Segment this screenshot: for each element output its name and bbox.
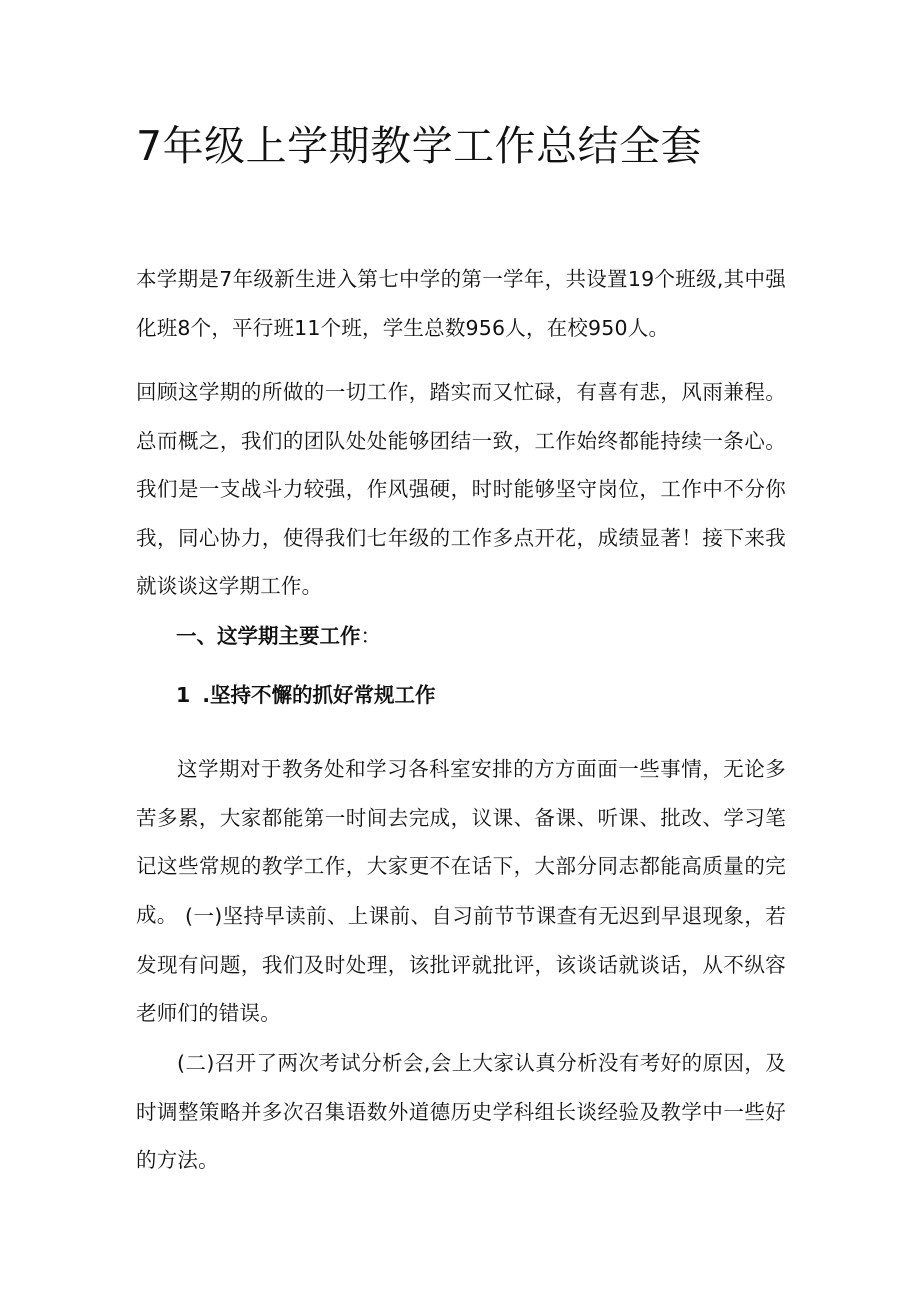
section-heading-colon: ：: [360, 624, 381, 648]
paragraph-review: 回顾这学期的所做的一切工作，踏实而又忙碌，有喜有悲，风雨兼程。总而概之，我们的团队处处能够团结一致，工作始终都能持续一条心。我们是一支战斗力较强，作风强硬，时时能够坚守岗位，工作中不分你我，同心协力，使得我们七年级的工作多点开花，成绩显著！接下来我就谈谈这学期工作。: [136, 380, 786, 598]
paragraph-attendance: (一)坚持早读前、上课前、自习前节节课查有无迟到早退现象，若发现有问题，我们及时处理，该批评就批评，该谈话就谈话，从不纵容老师们的错误。: [136, 904, 786, 1025]
subsection-heading-text: .坚持不懈的抓好常规工作: [202, 683, 436, 707]
subsection-number: 1: [176, 683, 191, 707]
section-heading-main-work: [176, 621, 381, 651]
paragraph-routine: 这学期对于教务处和学习各科室安排的方方面面一些事情，无论多苦多累，大家都能第一时间去完成，议课、备课、听课、批改、学习笔记这些常规的教学工作，大家更不在话下，大部分同志都能高质量的完成。: [136, 757, 786, 927]
paragraph-intro: 本学期是7年级新生进入第七中学的第一学年，共设置19个班级,其中强化班8个，平行班11个班，学生总数956人，在校950人。: [136, 267, 786, 340]
document-title: 7年级上学期教学工作总结全套: [136, 122, 703, 170]
paragraph-exam-analysis: (二)召开了两次考试分析会,会上大家认真分析没有考好的原因，及时调整策略并多次召集语数外道德历史学科组长谈经验及教学中一些好的方法。: [136, 1051, 786, 1172]
subsection-heading-routine-work: [176, 680, 436, 710]
section-heading-text: 一、这学期主要工作: [176, 624, 361, 648]
